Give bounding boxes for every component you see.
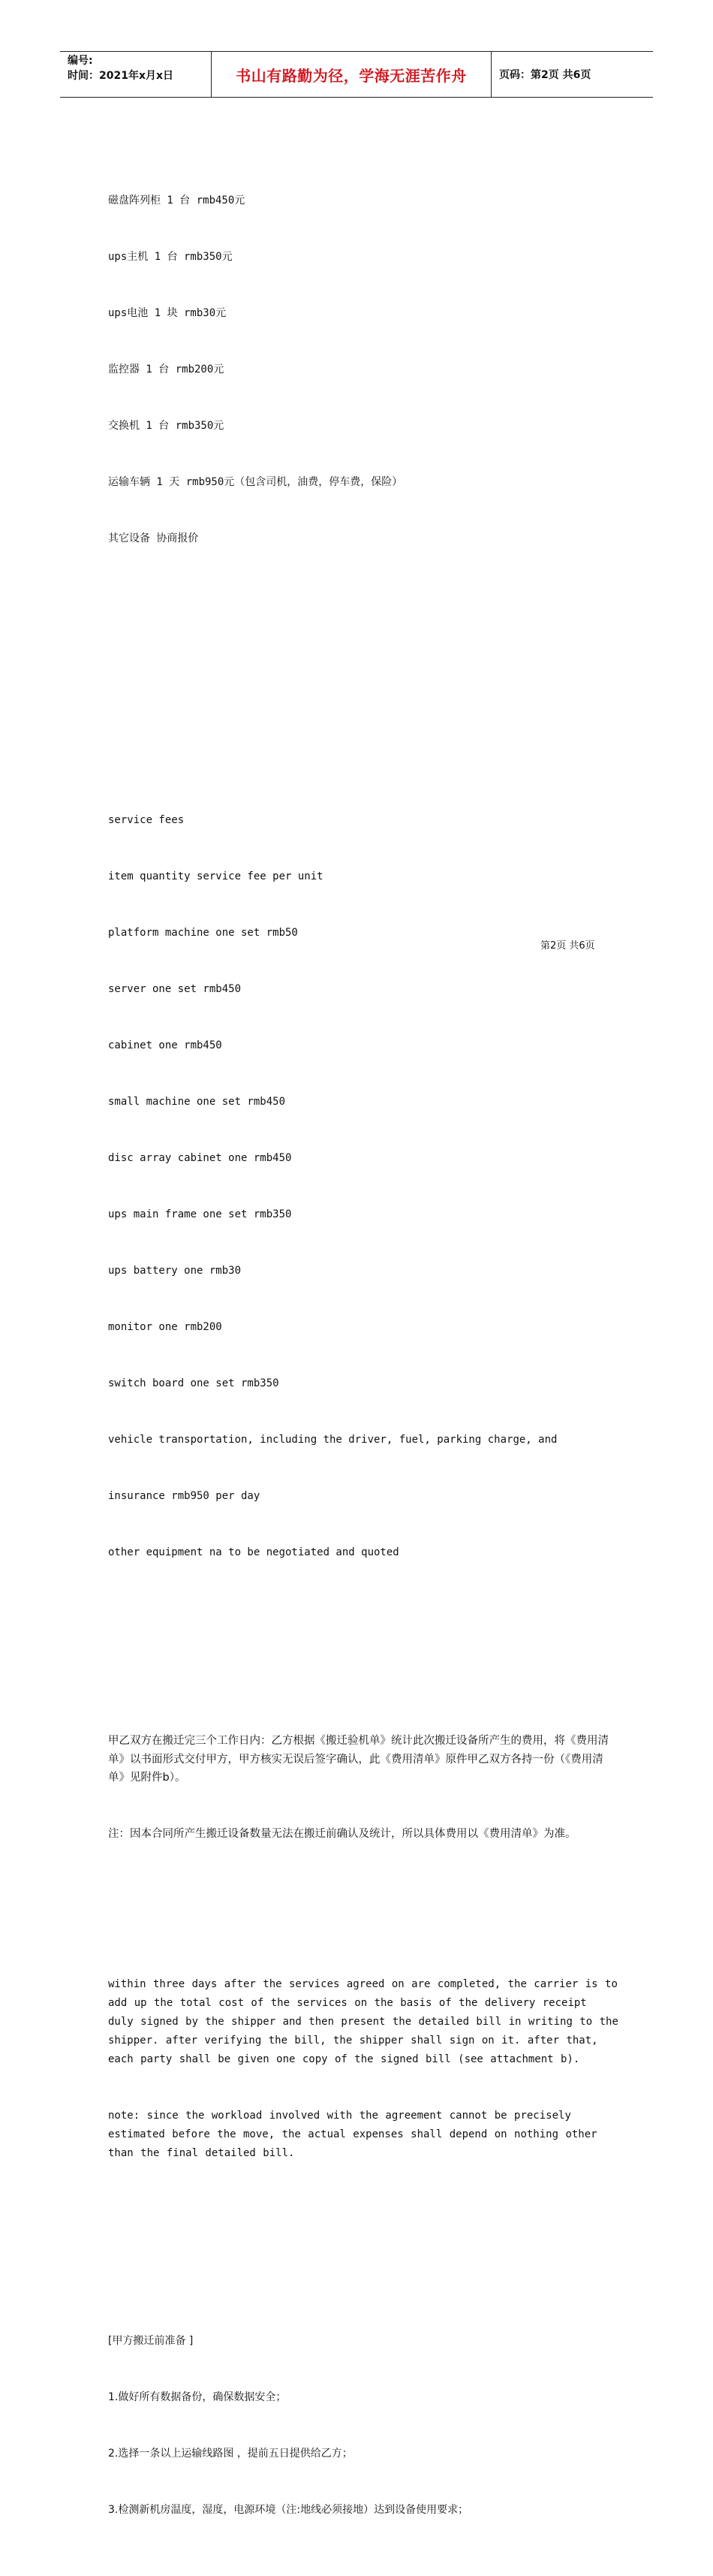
header-page-number: 页码：第2页 共6页 [499, 69, 591, 81]
fee-item-cn: 交换机 1 台 rmb350元 [108, 420, 224, 432]
header-meta [60, 52, 211, 97]
fee-item-en: switch board one set rmb350 [108, 1377, 279, 1389]
fee-item-en: item quantity service fee per unit [108, 870, 323, 882]
fee-item-cn: 其它设备 协商报价 [108, 532, 199, 544]
page-footer: 第2页 共6页 [540, 940, 595, 952]
fee-item-en: vehicle transportation, including the driver, fuel, parking charge, and [108, 1434, 558, 1446]
preparation-item: 1.做好所有数据备份，确保数据安全； [108, 2391, 287, 2403]
fee-item-en: service fees [108, 814, 185, 826]
fee-item-cn: ups主机 1 台 rmb350元 [108, 251, 233, 263]
fee-item-cn: 磁盘阵列柜 1 台 rmb450元 [108, 195, 245, 207]
fee-item-en: other equipment na to be negotiated and quoted [108, 1546, 399, 1558]
fee-item-en: server one set rmb450 [108, 983, 242, 995]
fee-item-en: disc array cabinet one rmb450 [108, 1152, 292, 1164]
document-body [108, 116, 618, 2576]
fee-item-en: ups battery one rmb30 [108, 1265, 242, 1277]
document-time-label: 时间：2021年x月x日 [68, 70, 174, 82]
fee-item-en: insurance rmb950 per day [108, 1490, 260, 1502]
fee-item-en: platform machine one set rmb50 [108, 927, 298, 939]
fees-list-cn [108, 154, 618, 586]
preparation-heading: [甲方搬迁前准备 ] [108, 2335, 194, 2347]
fee-item-cn: 运输车辆 1 天 rmb950元（包含司机，油费，停车费，保险） [108, 476, 403, 488]
fees-list-en [108, 774, 618, 1600]
fee-item-en: small machine one set rmb450 [108, 1096, 286, 1108]
note-paragraph-cn: 注：因本合同所产生搬迁设备数量无法在搬迁前确认及统计，所以具体费用以《费用清单》为准。 [108, 1827, 576, 1840]
settlement-paragraph-en: within three days after the services agreed on are completed, the carrier is to add up the total cost of the services on the basis of the delivery receipt duly signed by the shipper and then present the detailed bill in writing to the shipper. after verifying the bill, the shipper shall sign on it. after that, each party shall be given one copy of the signed bill (see attachment b). [108, 1978, 618, 2065]
header-motto: 书山有路勤为径，学海无涯苦作舟 [211, 52, 492, 97]
preparation-section [108, 2294, 618, 2557]
preparation-item: 3.检测新机房温度，湿度，电源环境（注:地线必须接地）达到设备使用要求； [108, 2504, 469, 2516]
document-number-label: 编号: [68, 55, 93, 67]
fee-item-en: ups main frame one set rmb350 [108, 1208, 292, 1220]
settlement-paragraph-cn: 甲乙双方在搬迁完三个工作日内：乙方根据《搬迁验机单》统计此次搬迁设备所产生的费用，将《费用清单》以书面形式交付甲方，甲方核实无误后签字确认，此《费用清单》原件甲乙双方各持一份（《费用清单》见附件b）。 [108, 1735, 609, 1784]
fee-item-en: cabinet one rmb450 [108, 1039, 222, 1051]
preparation-item: 2.选择一条以上运输线路图 ，提前五日提供给乙方； [108, 2448, 353, 2460]
fee-item-en: monitor one rmb200 [108, 1321, 222, 1333]
page-header [60, 51, 653, 98]
note-paragraph-en: note: since the workload involved with the agreement cannot be precisely estimated before the move, the actual expenses shall depend on nothing other than the final detailed bill. [108, 2110, 597, 2159]
fee-item-cn: 监控器 1 台 rmb200元 [108, 363, 224, 376]
fee-item-cn: ups电池 1 块 rmb30元 [108, 307, 227, 319]
